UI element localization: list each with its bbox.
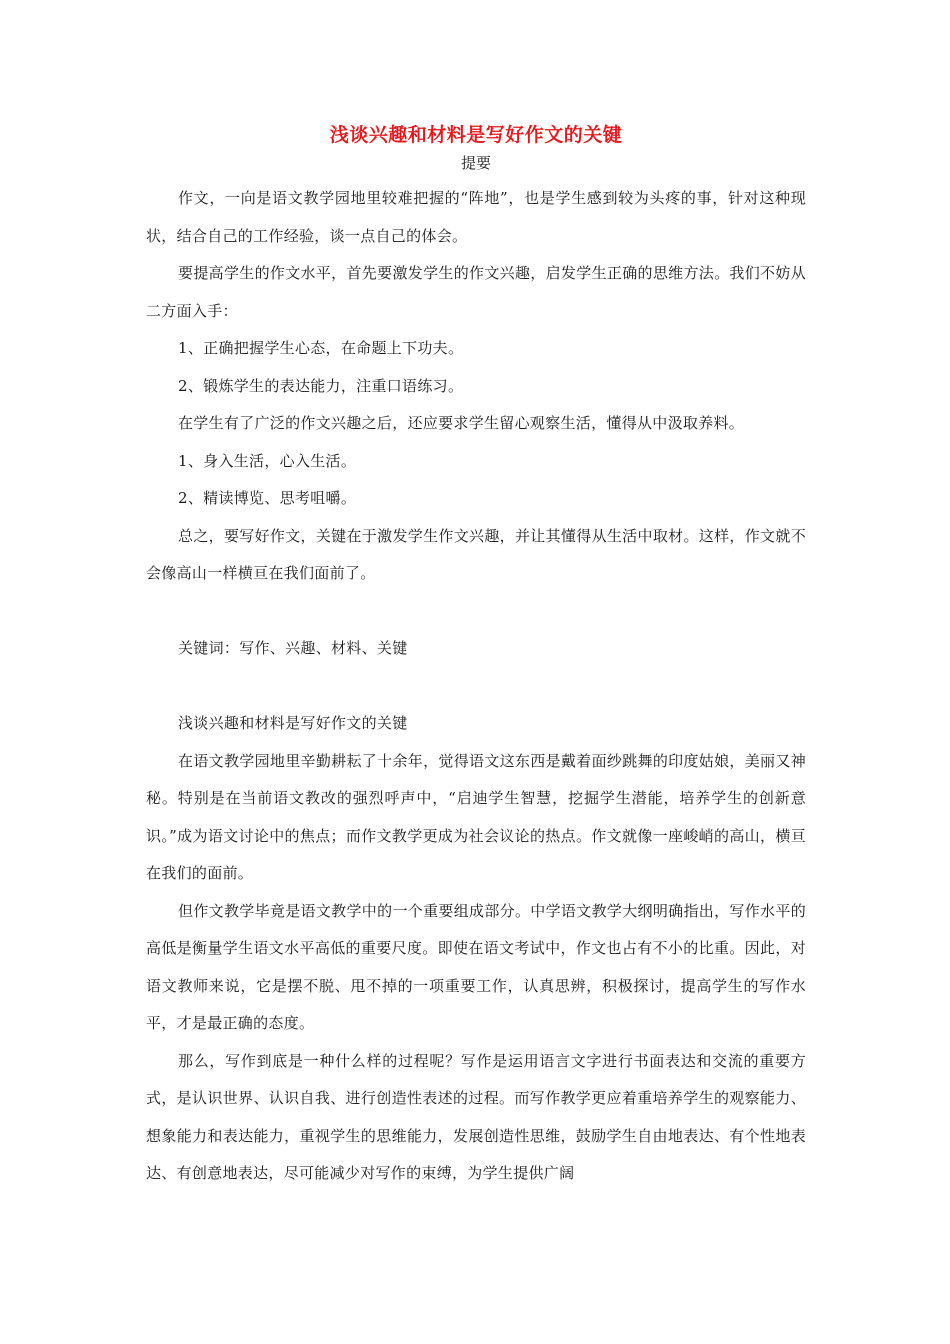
body-paragraph: 但作文教学毕竟是语文教学中的一个重要组成部分。中学语文教学大纲明确指出，写作水平的高低是衡量学生语文水平高低的重要尺度。即使在语文考试中，作文也占有不小的比重。因此，对语文教师来说，它是摆不脱、甩不掉的一项重要工作，认真思辨，积极探讨，提高学生的写作水平，才是最正确的态度。 — [146, 901, 806, 1032]
abstract-list-item: 1、身入生活，心入生活。 — [178, 451, 357, 470]
body-paragraph: 那么，写作到底是一种什么样的过程呢？写作是运用语言文字进行书面表达和交流的重要方式，是认识世界、认识自我、进行创造性表述的过程。而写作教学更应着重培养学生的观察能力、想象能力和表达能力，重视学生的思维能力，发展创造性思维，鼓励学生自由地表达、有个性地表达、有创意地表达，尽可能减少对写作的束缚，为学生提供广阔 — [146, 1051, 806, 1182]
abstract-heading: 提要 — [460, 154, 491, 172]
abstract-list-item: 2、精读博览、思考咀嚼。 — [178, 489, 357, 507]
spacer — [146, 593, 806, 631]
document-page — [146, 118, 806, 1193]
abstract-paragraph: 作文，一向是语文教学园地里较难把握的“阵地”，也是学生感到较为头疼的事，针对这种现状，结合自己的工作经验，谈一点自己的体会。 — [146, 189, 806, 245]
abstract-list-item: 2、锻炼学生的表达能力，注重口语练习。 — [178, 376, 464, 395]
keywords-line: 关键词：写作、兴趣、材料、关键 — [178, 639, 408, 657]
spacer — [146, 668, 806, 706]
body-paragraph: 在语文教学园地里辛勤耕耘了十余年，觉得语文这东西是戴着面纱跳舞的印度姑娘，美丽又神秘。特别是在当前语文教改的强烈呼声中，“启迪学生智慧，挖掘学生潜能，培养学生的创新意识。”成为语文讨论中的焦点；而作文教学更成为社会议论的热点。作文就像一座峻峭的高山，横亘在我们的面前。 — [146, 751, 806, 882]
document-title: 浅谈兴趣和材料是写好作文的关键 — [329, 124, 623, 146]
abstract-paragraph: 总之，要写好作文，关键在于激发学生作文兴趣，并让其懂得从生活中取材。这样，作文就不会像高山一样横亘在我们面前了。 — [146, 526, 806, 582]
abstract-list-item: 1、正确把握学生心态，在命题上下功夫。 — [178, 339, 464, 357]
abstract-paragraph: 要提高学生的作文水平，首先要激发学生的作文兴趣，启发学生正确的思维方法。我们不妨从二方面入手： — [146, 264, 806, 320]
abstract-paragraph: 在学生有了广泛的作文兴趣之后，还应要求学生留心观察生活，懂得从中汲取养料。 — [178, 414, 745, 432]
body-heading: 浅谈兴趣和材料是写好作文的关键 — [178, 714, 408, 732]
